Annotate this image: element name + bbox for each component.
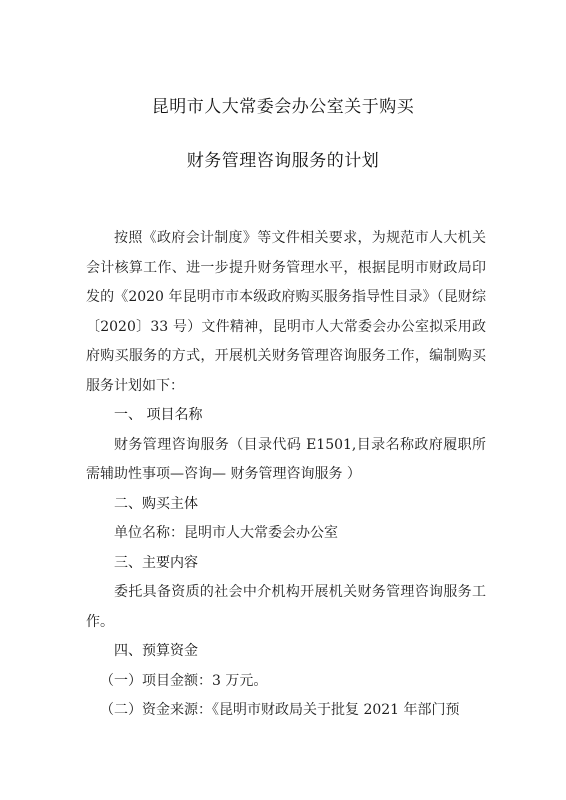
section-text-main-content: 委托具备资质的社会中介机构开展机关财务管理咨询服务工作。: [86, 584, 486, 630]
section-heading-budget: 四、预算资金: [114, 643, 198, 659]
section-heading-main-content: 三、主要内容: [114, 554, 198, 571]
budget-item-amount: （一）项目金额：3 万元。: [100, 672, 268, 689]
section-text-purchaser: 单位名称：昆明市人大常委会办公室: [114, 525, 338, 541]
section-text-project-name: 财务管理咨询服务（目录代码 E1501,目录名称政府履职所需辅助性事项—咨询— 财务管理咨询服务 ）: [86, 436, 486, 482]
budget-item-source: （二）资金来源：《昆明市财政局关于批复 2021 年部门预: [100, 702, 460, 718]
document-title-line-1: 昆明市人大常委会办公室关于购买: [151, 97, 415, 117]
document-body: [86, 224, 486, 726]
section-heading-project-name: 一、 项目名称: [114, 407, 203, 423]
document-title-line-2: 财务管理咨询服务的计划: [186, 151, 380, 171]
section-heading-purchaser: 二、购买主体: [114, 495, 198, 512]
intro-paragraph: 按照《政府会计制度》等文件相关要求，为规范市人大机关会计核算工作、进一步提升财务管理水平，根据昆明市财政局印发的《2020 年昆明市市本级政府购买服务指导性目录》（昆财综〔2020〕33 号）文件精神，昆明市人大常委会办公室拟采用政府购买服务的方式，开展机关财务管理咨询服务工作，编制购买服务计划如下：: [86, 230, 486, 394]
